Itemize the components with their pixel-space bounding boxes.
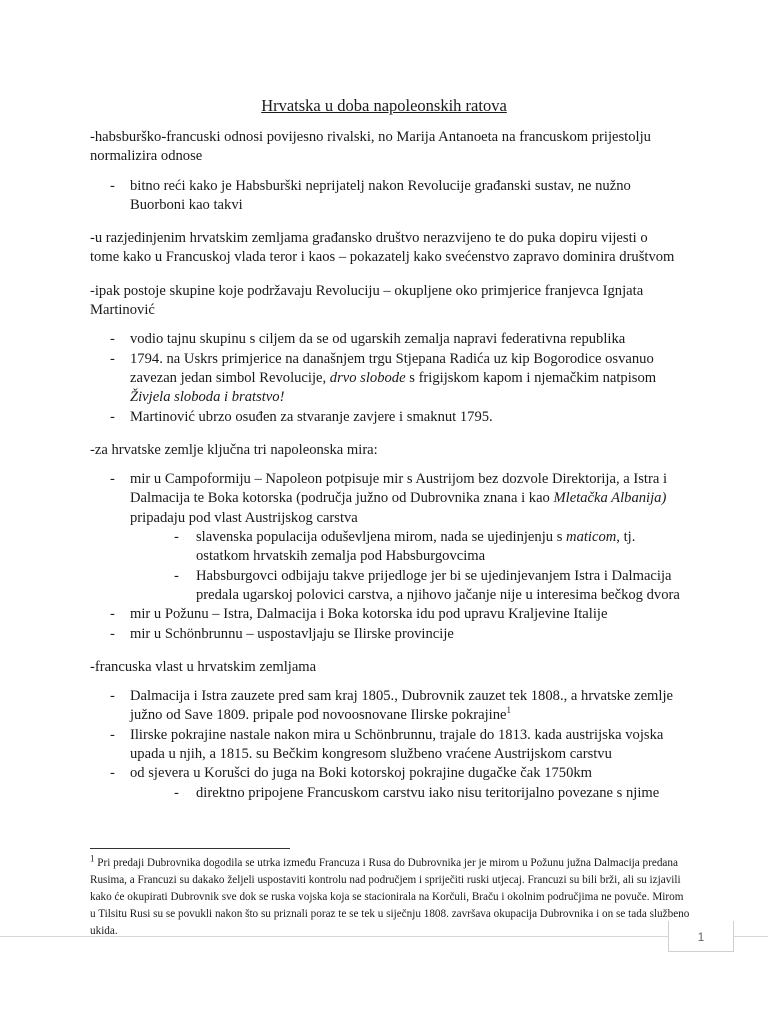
list-item: - Ilirske pokrajine nastale nakon mira u Schönbrunnu, trajale do 1813. kada austrijska vojska upada u njih, a 1815. su Bečkim kongresom službeno vraćene Austrijskom carstvu [90, 726, 680, 765]
footnote-mark: 1 [90, 853, 95, 864]
list-item [90, 470, 680, 605]
footnote-reference[interactable]: 1 [506, 705, 512, 716]
bullet-list-4 [90, 470, 680, 644]
bullet-list-3 [90, 330, 680, 426]
sub-list-item: - direktno pripojene Francuskom carstvu iako nisu teritorijalno povezane s njime [130, 784, 680, 803]
list-item: - bitno reći kako je Habsburški neprijatelj nakon Revolucije građanski sustav, ne nužno Buorboni kao takvi [90, 177, 680, 216]
page-title: Hrvatska u doba napoleonskih ratova [261, 96, 507, 115]
page-number: 1 [697, 930, 705, 944]
list-item-text: mir u Campoformiju – Napoleon potpisuje mir s Austrijom bez dozvole Direktorija, a Istra i Dalmacija te Boka kotorska (područja južno od Dubrovnika znana i kao [130, 471, 668, 507]
list-item [90, 764, 680, 803]
sub-list-item: - Habsburgovci odbijaju takve prijedloge jer bi se ujedinjevanjem Istra i Dalmacija predala ugarskoj polovici carstva, a njihovo jačanje nije u interesima bečkog dvora [130, 567, 680, 606]
list-item: - mir u Požunu – Istra, Dalmacija i Boka kotorska idu pod upravu Kraljevine Italije [90, 605, 680, 624]
paragraph-5: -francuska vlast u hrvatskim zemljama [90, 658, 317, 675]
paragraph-3: -ipak postoje skupine koje podržavaju Revoluciju – okupljene oko primjerice franjevca Ignjata Martinović [90, 282, 644, 319]
paragraph-1: -habsburško-francuski odnosi povijesno rivalski, no Marija Antanoeta na francuskom prijestolju normalizira odnose [90, 129, 651, 165]
document-body [90, 128, 680, 817]
list-item: - vodio tajnu skupinu s ciljem da se od ugarskih zemalja napravi federativna republika [90, 330, 680, 349]
italic-text: drvo slobode [329, 369, 406, 386]
bullet-list-5 [90, 687, 680, 803]
page-number-box [668, 921, 734, 952]
italic-text: maticom [566, 529, 617, 546]
sub-list-item [130, 528, 680, 567]
list-item-text: , tj. ostatkom hrvatskih zemalja pod Habsburgovcima [196, 529, 636, 565]
list-item: - Martinović ubrzo osuđen za stvaranje zavjere i smaknut 1795. [90, 408, 680, 427]
paragraph-4: -za hrvatske zemlje ključna tri napoleonska mira: [90, 441, 378, 458]
sub-list [130, 784, 680, 803]
list-item-text: 1794. na Uskrs primjerice na današnjem trgu Stjepana Radića uz kip Bogorodice osvanuo zavezan jedan simbol Revolucije, [130, 350, 654, 386]
italic-text: Mletačka Albanija) [553, 490, 667, 507]
list-item-text: od sjevera u Korušci do juga na Boki kotorskoj pokrajine dugačke čak 1750km [130, 765, 593, 782]
bullet-list-1 [90, 177, 680, 216]
list-item [90, 350, 680, 408]
list-item-text: s frigijskom kapom i njemačkim natpisom [405, 369, 657, 386]
footnote [90, 855, 690, 940]
list-item-text: pripadaju pod vlast Austrijskog carstva [130, 509, 358, 526]
list-item: - mir u Schönbrunnu – uspostavljaju se Ilirske provincije [90, 625, 680, 644]
list-item-text: Dalmacija i Istra zauzete pred sam kraj 1805., Dubrovnik zauzet tek 1808., a hrvatske zemlje južno od Save 1809. pripale pod novoosnovane Ilirske pokrajine [130, 688, 673, 724]
footer-divider [0, 936, 768, 937]
sub-list [130, 528, 680, 605]
paragraph-2: -u razjedinjenim hrvatskim zemljama građansko društvo nerazvijeno te do puka dopiru vijesti o tome kako u Francuskoj vlada teror i kaos – pokazatelj kako svećenstvo zapravo dominira društvom [90, 230, 675, 266]
list-item-text: slavenska populacija oduševljena mirom, nada se ujedinjenju s [196, 529, 567, 546]
italic-text: Živjela sloboda i bratstvo! [130, 389, 285, 406]
list-item [90, 687, 680, 726]
footnote-separator [90, 848, 290, 849]
footnote-text: Pri predaji Dubrovnika dogodila se utrka između Francuza i Rusa do Dubrovnika jer je mirom u Požunu južna Dalmacija predana Rusima, a Francuzi su dakako željeli uspostaviti kontrolu nad područjem i spriječiti ruski utjecaj. Francuzi su bili brži, ali su izjavili kako će okupirati Dubrovnik sve dok se ruska vojska koja se stacionirala na Korčuli, Braču i okolnim područjima ne povuče. Mirom u Tilsitu Rusi su se povukli nakon što su priznali poraz te se tek u siječnju 1808. završava okupacija Dubrovnika i on se tada službeno ukida. [90, 857, 690, 937]
